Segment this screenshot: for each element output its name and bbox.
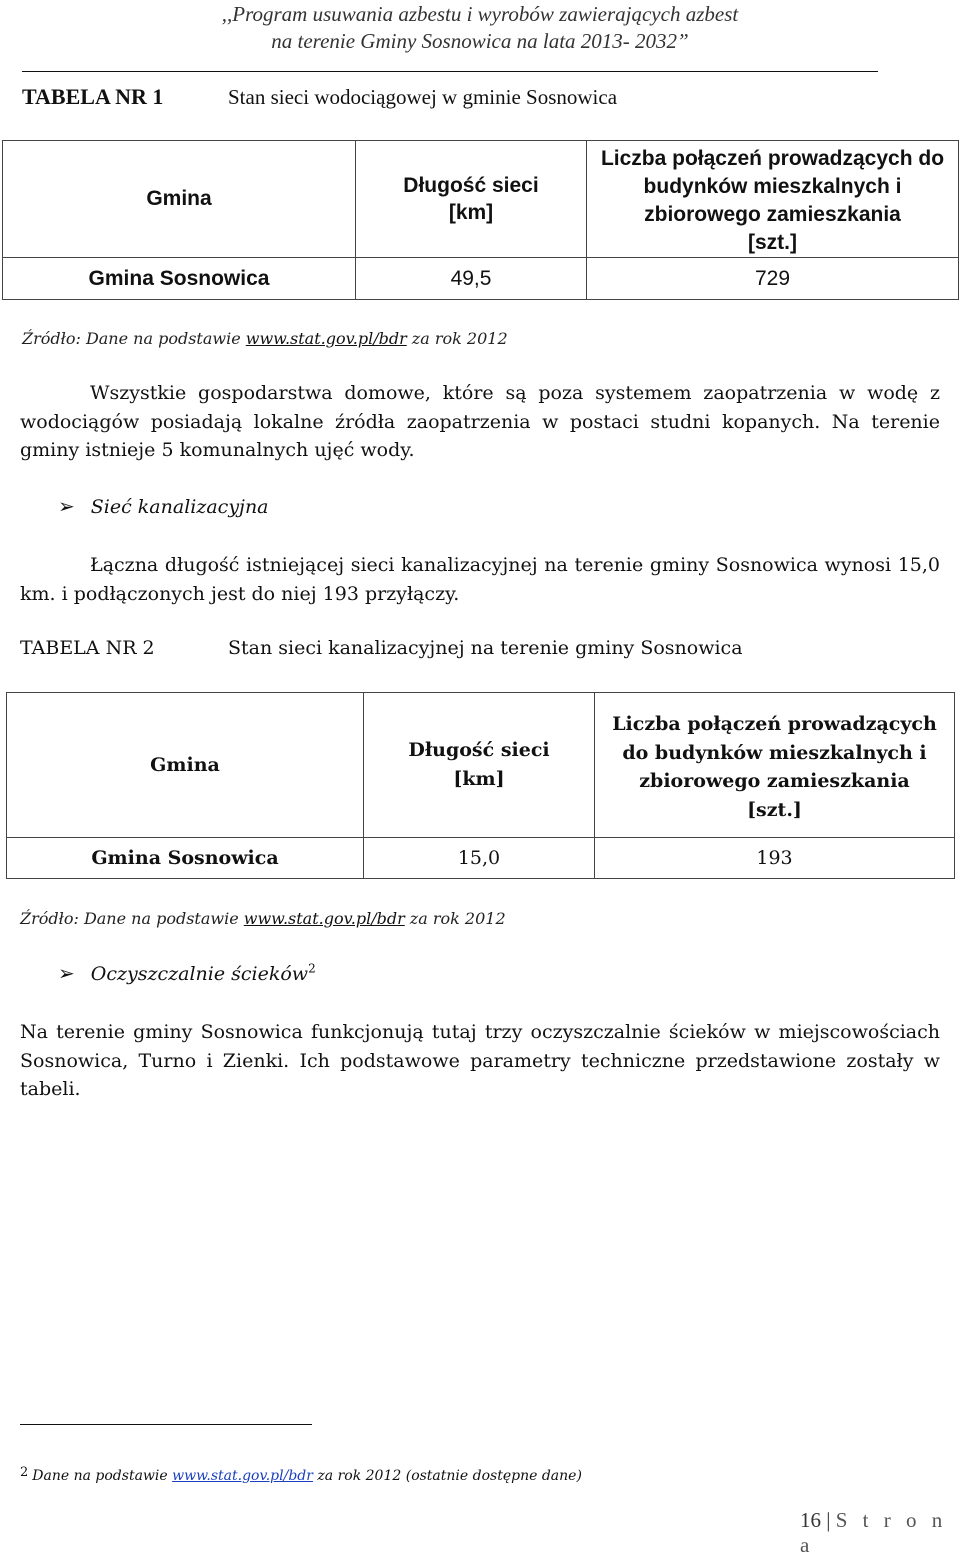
page-word: S t r o n a xyxy=(800,1508,948,1557)
cell-dlugosc: 15,0 xyxy=(364,838,595,879)
header-cell-gmina: Gmina xyxy=(3,141,356,258)
page-number xyxy=(800,1508,960,1558)
table-header-row xyxy=(7,693,955,838)
source-link[interactable]: www.stat.gov.pl/bdr xyxy=(245,329,407,348)
table-header-row xyxy=(3,141,959,258)
source-note-1 xyxy=(22,329,508,348)
header-cell-liczba: Liczba połączeń prowadzących do budynków mieszkalnych i zbiorowego zamieszkania [szt.] xyxy=(595,693,955,838)
cell-gmina: Gmina Sosnowica xyxy=(7,838,364,879)
footnote-separator xyxy=(20,1424,312,1425)
footnote-suffix: za rok 2012 (ostatnie dostępne dane) xyxy=(312,1468,582,1484)
table-2-label: TABELA NR 2 xyxy=(20,637,155,659)
header-cell-dlugosc: Długość sieci [km] xyxy=(364,693,595,838)
header-cell-gmina: Gmina xyxy=(7,693,364,838)
table-1 xyxy=(2,140,959,300)
header-rule xyxy=(22,71,878,72)
bullet-treatment-plants xyxy=(58,961,316,985)
paragraph-sewer-length: Łączna długość istniejącej sieci kanalizacyjnej na terenie gminy Sosnowica wynosi 15,0 km. i podłączonych jest do niej 193 przyłączy. xyxy=(20,554,940,605)
cell-liczba: 193 xyxy=(595,838,955,879)
header-cell-liczba: Liczba połączeń prowadzących do budynków mieszkalnych i zbiorowego zamieszkania [szt.] xyxy=(587,141,959,258)
arrow-bullet-icon: ➢ xyxy=(58,961,75,985)
source-suffix: za rok 2012 xyxy=(406,329,508,348)
source-note-2 xyxy=(20,909,506,928)
paragraph-treatment-plants: Na terenie gminy Sosnowica funkcjonują tutaj trzy oczyszczalnie ścieków w miejscowościach Sosnowica, Turno i Zienki. Ich podstawowe parametry techniczne przedstawione zostały w tabeli. xyxy=(20,1021,940,1100)
footnote-link[interactable]: www.stat.gov.pl/bdr xyxy=(172,1468,313,1484)
source-link[interactable]: www.stat.gov.pl/bdr xyxy=(243,909,405,928)
document-header-line-1: ,,Program usuwania azbestu i wyrobów zawierających azbest xyxy=(221,2,739,26)
cell-dlugosc: 49,5 xyxy=(356,258,587,300)
arrow-bullet-icon: ➢ xyxy=(58,494,75,518)
bullet-label: Sieć kanalizacyjna xyxy=(90,496,269,518)
page-number-value: 16 xyxy=(800,1508,821,1532)
table-1-label: TABELA NR 1 xyxy=(22,84,164,109)
footnote-number: 2 xyxy=(20,1465,29,1480)
cell-gmina: Gmina Sosnowica xyxy=(3,258,356,300)
page-separator: | xyxy=(826,1508,831,1532)
source-prefix: Źródło: Dane na podstawie xyxy=(20,909,244,928)
table-2-caption: Stan sieci kanalizacyjnej na terenie gminy Sosnowica xyxy=(228,637,743,659)
bullet-label: Oczyszczalnie ścieków xyxy=(90,963,309,985)
bullet-sewer-network xyxy=(58,494,269,518)
table-2 xyxy=(6,692,955,879)
table-row xyxy=(7,838,955,879)
document-header-line-2: na terenie Gminy Sosnowica na lata 2013- 2032” xyxy=(271,29,689,53)
footnote-prefix: Dane na podstawie xyxy=(32,1468,173,1484)
paragraph-water-supply: Wszystkie gospodarstwa domowe, które są poza systemem zaopatrzenia w wodę z wodociągów posiadają lokalne źródła zaopatrzenia w postaci studni kopanych. Na terenie gminy istnieje 5 komunalnych ujęć wody. xyxy=(20,382,940,461)
source-suffix: za rok 2012 xyxy=(404,909,506,928)
cell-liczba: 729 xyxy=(587,258,959,300)
header-cell-dlugosc: Długość sieci [km] xyxy=(356,141,587,258)
footnote xyxy=(20,1465,582,1484)
source-prefix: Źródło: Dane na podstawie xyxy=(22,329,246,348)
footnote-reference: 2 xyxy=(308,961,316,976)
table-1-caption: Stan sieci wodociągowej w gminie Sosnowica xyxy=(228,85,618,109)
table-row xyxy=(3,258,959,300)
